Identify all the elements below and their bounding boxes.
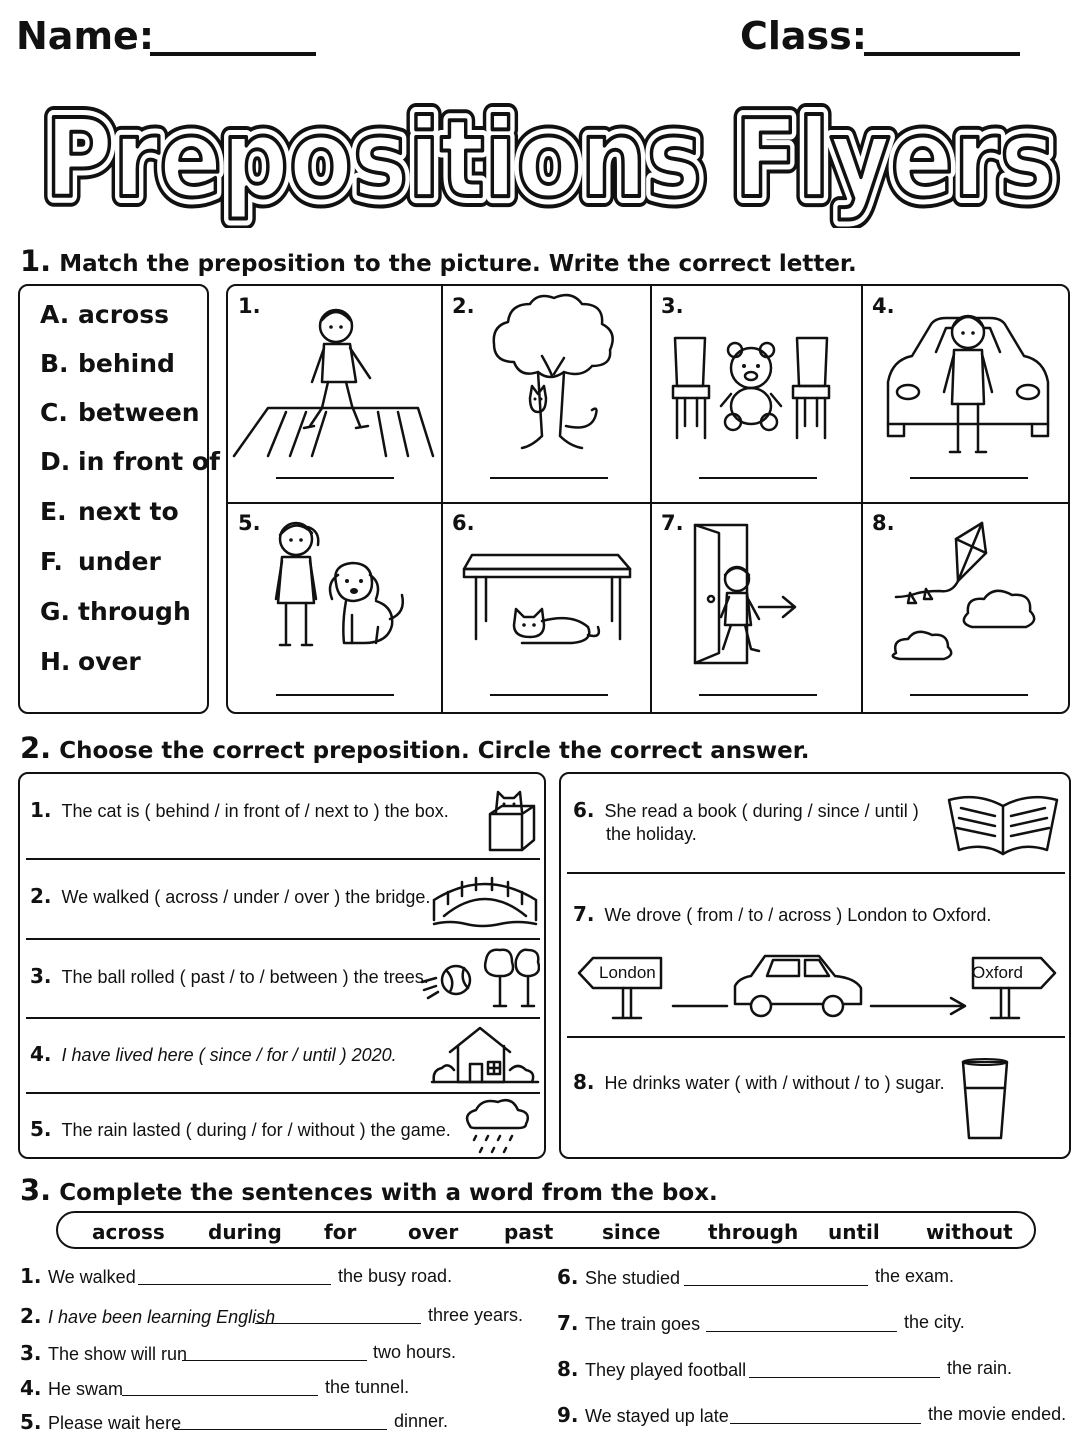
name-label: Name: [16, 14, 155, 58]
name-blank[interactable] [150, 52, 316, 56]
section3-title [20, 1173, 718, 1207]
section3-number: 3. [20, 1173, 52, 1207]
choose-question-8: 8. He drinks water ( with / without / to ) sugar. [573, 1070, 945, 1094]
choose-left-box [18, 772, 546, 1159]
title-outline: Prepositions Flyers [45, 97, 1055, 222]
picture-cell-2 [442, 286, 653, 501]
option-e: E. next to [40, 497, 179, 526]
picture-cell-3 [651, 286, 862, 501]
option-g: G. through [40, 597, 191, 626]
sentence-2-end: three years. [428, 1305, 524, 1325]
sentence-5-end: dinner. [394, 1411, 449, 1431]
teddy-between-chairs-icon [651, 286, 861, 501]
row-divider [567, 872, 1065, 874]
question-text[interactable]: The rain lasted ( during / for / without ) the game. [61, 1120, 451, 1140]
question-text[interactable]: She read a book ( during / since / until ) [604, 801, 919, 821]
section2-instruction: Choose the correct preposition. Circle the correct answer. [59, 738, 810, 764]
answer-blank-5[interactable] [276, 694, 394, 696]
sentence-5-blank[interactable] [174, 1429, 387, 1430]
question-text[interactable]: The cat is ( behind / in front of / next to ) the box. [61, 801, 449, 821]
section1-instruction: Match the preposition to the picture. Write the correct letter. [59, 251, 857, 277]
choose-question-3: 3. The ball rolled ( past / to / between ) the trees. [30, 964, 429, 988]
choose-question-7: 7. We drove ( from / to / across ) London to Oxford. [573, 902, 992, 926]
picture-number: 8. [872, 511, 895, 535]
sentence-3: 3. The show will run [20, 1341, 188, 1365]
answer-blank-4[interactable] [910, 477, 1028, 479]
choose-question-2: 2. We walked ( across / under / over ) the bridge. [30, 884, 431, 908]
option-c: C. between [40, 398, 200, 427]
picture-cell-5 [228, 503, 439, 714]
preposition-options-box [18, 284, 220, 714]
row-divider [567, 1036, 1065, 1038]
question-text[interactable]: We walked ( across / under / over ) the bridge. [61, 887, 431, 907]
section1-number: 1. [20, 244, 52, 278]
answer-blank-8[interactable] [910, 694, 1028, 696]
car-route-icon [573, 946, 1063, 1030]
word-bank-item: over [408, 1220, 459, 1244]
sentence-7-blank[interactable] [706, 1331, 897, 1332]
word-bank-item: since [602, 1220, 661, 1244]
sentence-2: 2. I have been learning English [20, 1304, 276, 1328]
word-bank-item: through [708, 1220, 799, 1244]
row-divider [26, 858, 540, 860]
boy-crossing-road-icon [228, 286, 439, 501]
sentence-6: 6. She studied [557, 1265, 681, 1289]
option-h: H. over [40, 647, 141, 676]
picture-grid [226, 284, 1070, 714]
sentence-1-end: the busy road. [338, 1266, 453, 1286]
row-divider [26, 1092, 540, 1094]
question-text[interactable]: The ball rolled ( past / to / between ) the trees. [61, 967, 429, 987]
word-bank-item: past [504, 1220, 554, 1244]
section3-instruction: Complete the sentences with a word from the box. [59, 1180, 718, 1206]
sentence-1: 1. We walked [20, 1264, 136, 1288]
ball-and-trees-icon [420, 944, 540, 1014]
sentence-4-blank[interactable] [122, 1395, 318, 1396]
sentence-8-end: the rain. [947, 1358, 1013, 1378]
class-label: Class: [740, 14, 867, 58]
class-blank[interactable] [864, 52, 1020, 56]
word-bank [56, 1211, 1036, 1249]
question-text[interactable]: I have lived here ( since / for / until ) 2020. [61, 1045, 397, 1065]
sentence-4: 4. He swam [20, 1376, 124, 1400]
picture-cell-4 [862, 286, 1070, 501]
sentence-3-blank[interactable] [182, 1360, 367, 1361]
answer-blank-6[interactable] [490, 694, 608, 696]
glass-of-water-icon [953, 1056, 1017, 1146]
bridge-icon [430, 868, 540, 930]
question-text[interactable]: He drinks water ( with / without / to ) sugar. [604, 1073, 945, 1093]
word-bank-item: until [828, 1220, 880, 1244]
choose-question-6-continued: the holiday. [606, 824, 697, 844]
sentence-7-end: the city. [904, 1312, 965, 1332]
sentence-4-end: the tunnel. [325, 1377, 410, 1397]
picture-cell-6 [442, 503, 653, 714]
cat-behind-tree-icon [442, 286, 651, 501]
option-b: B. behind [40, 349, 175, 378]
choose-question-4: 4. I have lived here ( since / for / until ) 2020. [30, 1042, 397, 1066]
title-text: Prepositions Flyers [45, 97, 1055, 222]
picture-number: 6. [452, 511, 475, 535]
option-d: D. in front of [40, 447, 220, 476]
sentence-6-blank[interactable] [684, 1285, 868, 1286]
word-bank-item: across [92, 1220, 165, 1244]
picture-number: 5. [238, 511, 261, 535]
rain-cloud-icon [456, 1096, 536, 1158]
row-divider [26, 1017, 540, 1019]
picture-cell-1 [228, 286, 439, 501]
picture-number: 2. [452, 294, 475, 318]
choose-question-1: 1. The cat is ( behind / in front of / next to ) the box. [30, 798, 449, 822]
picture-number: 3. [661, 294, 684, 318]
picture-cell-8 [862, 503, 1070, 714]
sentence-2-blank[interactable] [255, 1323, 421, 1324]
choose-question-5: 5. The rain lasted ( during / for / without ) the game. [30, 1117, 451, 1141]
sentence-7: 7. The train goes [557, 1311, 701, 1335]
sentence-9-end: the movie ended. [928, 1404, 1067, 1424]
picture-cell-7 [651, 503, 862, 714]
house-icon [430, 1022, 540, 1088]
picture-number: 4. [872, 294, 895, 318]
sentence-3-end: two hours. [373, 1342, 457, 1362]
word-bank-item: during [208, 1220, 282, 1244]
word-bank-item: without [926, 1220, 1013, 1244]
open-book-icon [943, 788, 1063, 860]
answer-blank-2[interactable] [490, 477, 608, 479]
sign-london: London [599, 963, 656, 982]
choose-right-box [559, 772, 1071, 1159]
sentence-9: 9. We stayed up late [557, 1403, 729, 1427]
cat-in-box-icon [482, 784, 542, 854]
question-text[interactable]: We drove ( from / to / across ) London to Oxford. [604, 905, 992, 925]
sign-oxford: Oxford [972, 963, 1024, 982]
answer-blank-7[interactable] [699, 694, 817, 696]
worksheet-title [30, 78, 1070, 228]
sentence-9-blank[interactable] [730, 1423, 921, 1424]
answer-blank-1[interactable] [276, 477, 394, 479]
option-a: A. across [40, 300, 169, 329]
boy-in-front-of-car-icon [862, 286, 1070, 501]
section2-title [20, 731, 810, 765]
answer-blank-3[interactable] [699, 477, 817, 479]
picture-number: 1. [238, 294, 261, 318]
sentence-1-blank[interactable] [138, 1284, 331, 1285]
sentence-6-end: the exam. [875, 1266, 955, 1286]
option-f: F. under [40, 547, 161, 576]
section1-title [20, 244, 857, 278]
word-bank-item: for [324, 1220, 357, 1244]
title-gap: Prepositions Flyers [45, 97, 1055, 222]
sentence-5: 5. Please wait here [20, 1410, 182, 1434]
section2-number: 2. [20, 731, 52, 765]
sentence-8-blank[interactable] [749, 1377, 940, 1378]
sentence-8: 8. They played football [557, 1357, 747, 1381]
choose-question-6: 6. She read a book ( during / since / until ) [573, 798, 919, 822]
row-divider [26, 938, 540, 940]
picture-number: 7. [661, 511, 684, 535]
